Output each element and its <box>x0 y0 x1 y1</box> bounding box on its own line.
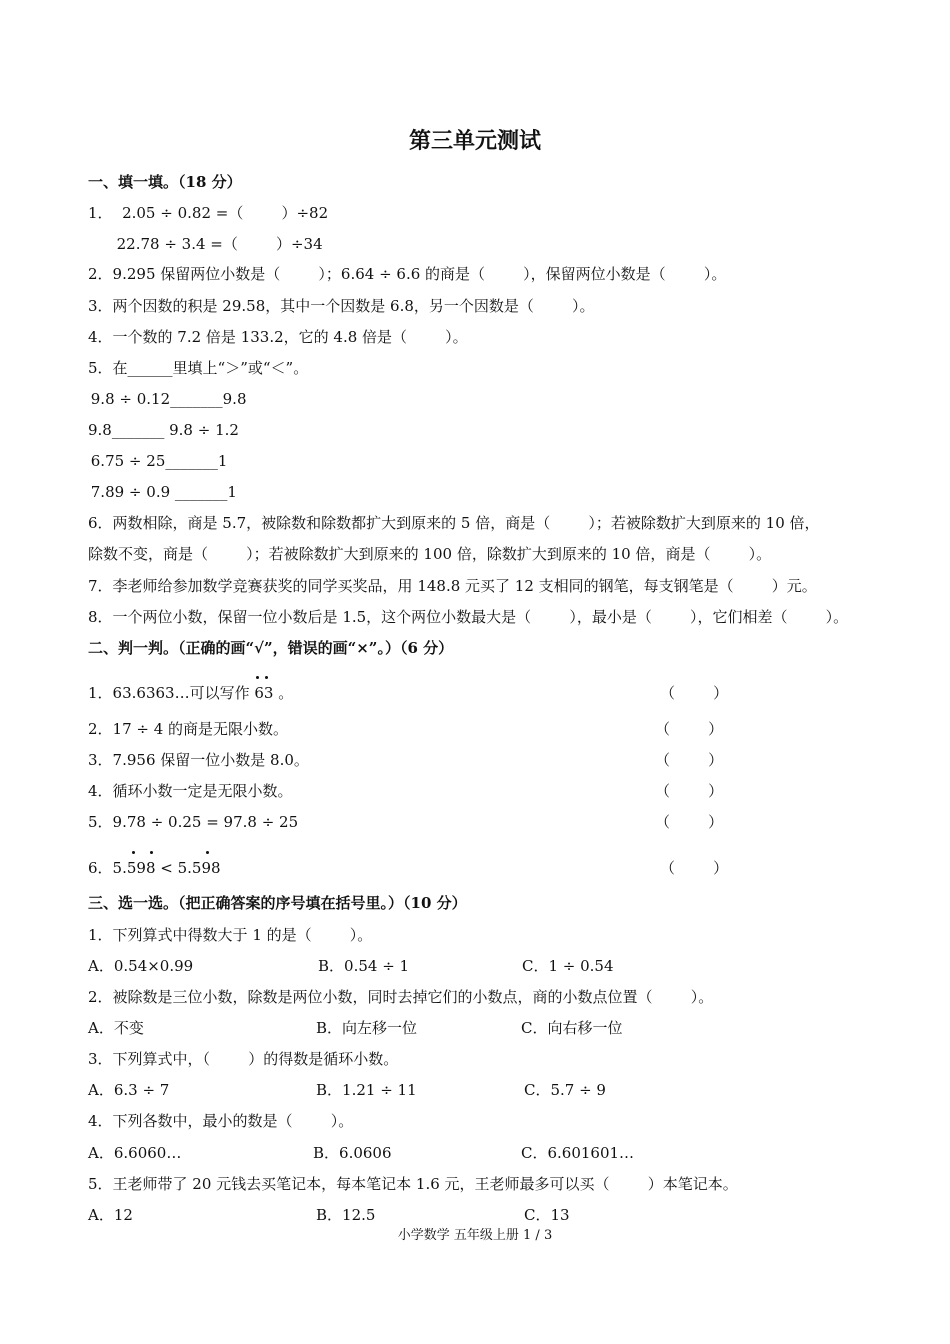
s1-line: 5．在______里填上“＞”或“＜”。 <box>88 359 309 377</box>
s1-line: 8．一个两位小数，保留一位小数后是 1.5，这个两位小数最大是（ ），最小是（ ），它们相差（ ）。 <box>88 608 849 626</box>
s2-item: 2．17 ÷ 4 的商是无限小数。 <box>88 720 289 738</box>
option-c: C．13 <box>524 1206 570 1224</box>
recurring-dot <box>256 676 259 679</box>
option-c: C．1 ÷ 0.54 <box>522 957 614 975</box>
section1-heading: 一、填一填。（18 分） <box>88 173 242 191</box>
s1-line: 4．一个数的 7.2 倍是 133.2，它的 4.8 倍是（ ）。 <box>88 328 468 346</box>
s2-item: 5．9.78 ÷ 0.25 = 97.8 ÷ 25 <box>88 813 299 831</box>
s3-question: 5．王老师带了 20 元钱去买笔记本，每本笔记本 1.6 元，王老师最多可以买（ ）本笔记本。 <box>88 1175 738 1193</box>
answer-paren[interactable]: （ ） <box>655 782 724 800</box>
recurring-dot <box>132 851 135 854</box>
answer-paren[interactable]: （ ） <box>655 751 724 769</box>
recurring-dot <box>265 676 268 679</box>
s1-line: 9.8_______ 9.8 ÷ 1.2 <box>88 421 239 439</box>
option-b: B．12.5 <box>316 1206 376 1224</box>
s1-line: 1． 2.05 ÷ 0.82 =（ ）÷82 <box>88 204 329 222</box>
option-a: A．6.3 ÷ 7 <box>88 1081 170 1099</box>
s2-item: 4．循环小数一定是无限小数。 <box>88 782 293 800</box>
option-b: B．向左移一位 <box>316 1019 418 1037</box>
s1-line: 9.8 ÷ 0.12_______9.8 <box>86 390 247 408</box>
answer-paren[interactable]: （ ） <box>660 859 729 877</box>
s3-question: 4．下列各数中，最小的数是（ ）。 <box>88 1112 354 1130</box>
answer-paren[interactable]: （ ） <box>660 684 729 702</box>
option-a: A．不变 <box>88 1019 144 1037</box>
option-c: C．5.7 ÷ 9 <box>524 1081 606 1099</box>
page-footer: 小学数学 五年级上册 1 / 3 <box>397 1228 553 1243</box>
s3-question: 3．下列算式中，（ ）的得数是循环小数。 <box>88 1050 399 1068</box>
s1-line: 6．两数相除，商是 5.7，被除数和除数都扩大到原来的 5 倍，商是（ ）；若被除数扩大到原来的 10 倍， <box>88 514 820 532</box>
s1-line: 6.75 ÷ 25_______1 <box>86 452 228 470</box>
option-a: A．12 <box>88 1206 133 1224</box>
answer-paren[interactable]: （ ） <box>655 720 724 738</box>
section3-heading: 三、选一选。（把正确答案的序号填在括号里。）（10 分） <box>88 894 467 912</box>
option-b: B．1.21 ÷ 11 <box>316 1081 417 1099</box>
s2-item: 3．7.956 保留一位小数是 8.0。 <box>88 751 309 769</box>
s1-line: 2．9.295 保留两位小数是（ ）；6.64 ÷ 6.6 的商是（ ），保留两位小数是（ ）。 <box>88 265 727 283</box>
s2-item: 1．63.6363…可以写作 63 。 <box>88 684 294 702</box>
s1-line: 7.89 ÷ 0.9 _______1 <box>86 483 237 501</box>
option-a: A．6.6060… <box>88 1144 182 1162</box>
option-c: C．向右移一位 <box>521 1019 623 1037</box>
answer-paren[interactable]: （ ） <box>655 813 724 831</box>
s1-line: 22.78 ÷ 3.4 =（ ）÷34 <box>88 235 323 253</box>
s1-line: 3．两个因数的积是 29.58，其中一个因数是 6.8，另一个因数是（ ）。 <box>88 297 595 315</box>
s3-question: 2．被除数是三位小数，除数是两位小数，同时去掉它们的小数点，商的小数点位置（ ）。 <box>88 988 714 1006</box>
option-c: C．6.601601… <box>521 1144 635 1162</box>
option-a: A．0.54×0.99 <box>88 957 194 975</box>
recurring-dot <box>150 851 153 854</box>
section2-heading: 二、判一判。（正确的画“√”，错误的画“×”。）（6 分） <box>88 639 454 657</box>
s2-item: 6．5.598 < 5.598 <box>88 859 221 877</box>
option-b: B．0.54 ÷ 1 <box>318 957 410 975</box>
recurring-dot <box>206 851 209 854</box>
s1-line: 7．李老师给参加数学竞赛获奖的同学买奖品，用 148.8 元买了 12 支相同的钢笔，每支钢笔是（ ）元。 <box>88 577 817 595</box>
option-b: B．6.0606 <box>313 1144 392 1162</box>
page-title: 第三单元测试 <box>408 128 541 154</box>
s1-line: 除数不变，商是（ ）；若被除数扩大到原来的 100 倍，除数扩大到原来的 10 倍，商是（ ）。 <box>88 545 772 563</box>
s3-question: 1．下列算式中得数大于 1 的是（ ）。 <box>88 926 373 944</box>
